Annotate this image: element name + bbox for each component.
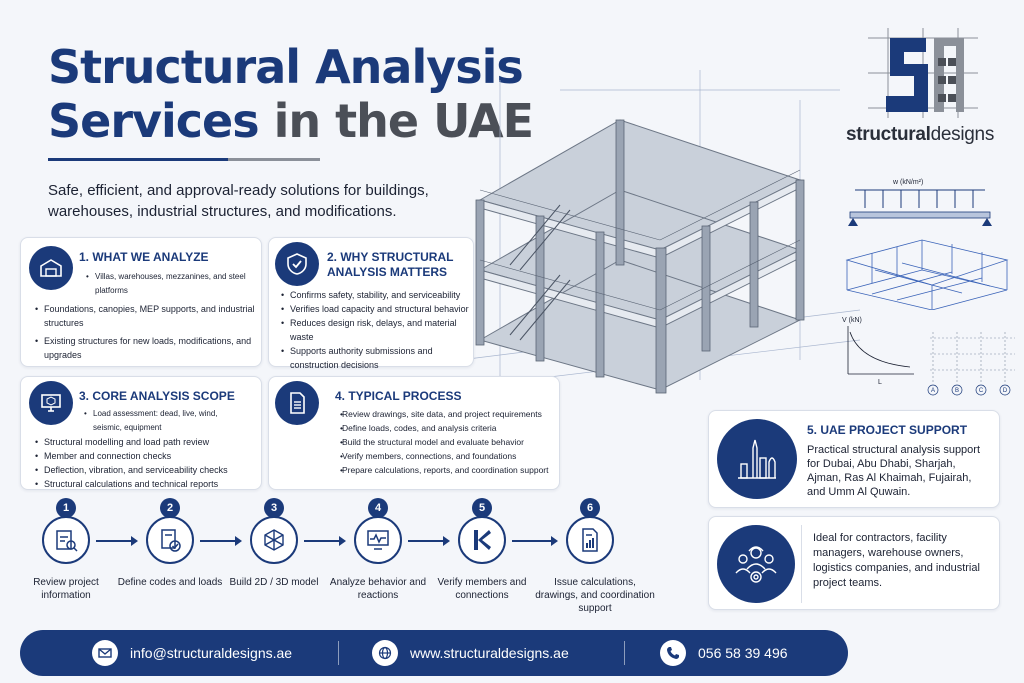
phone-icon: [660, 640, 686, 666]
list-item: • Load assessment: dead, live, wind, seismic, equipment: [77, 407, 227, 435]
contact-footer: [20, 630, 848, 676]
card-what-we-analyze: [20, 237, 262, 367]
code-book-icon: [157, 527, 183, 553]
card-6-divider: [801, 525, 802, 603]
monitor-graph-icon: [365, 527, 391, 553]
building-illustration: [440, 60, 860, 400]
document-icon: [275, 381, 319, 425]
cube-model-icon: [261, 527, 287, 553]
step-arrow: [408, 540, 448, 542]
card-1-list: [35, 270, 257, 362]
step-1-circle: [42, 516, 90, 564]
logo-text-b: designs: [930, 124, 995, 145]
title-line-1: Structural Analysis: [48, 40, 523, 94]
card-ideal-for: [708, 516, 1000, 610]
card-why-matters: [268, 237, 474, 370]
clipboard-search-icon: [53, 527, 79, 553]
grid-axes-diagram: [925, 328, 1017, 398]
card-1-title: 1. WHAT WE ANALYZE: [79, 250, 209, 264]
axis-d: D: [1002, 388, 1008, 394]
process-flow: [0, 496, 700, 626]
step-2-number: 2: [160, 498, 180, 518]
skyline-icon: [717, 419, 797, 499]
step-3-label: Build 2D / 3D model: [229, 577, 319, 588]
shield-check-icon: [275, 242, 319, 286]
card-core-scope: [20, 376, 262, 490]
shear-graph: [840, 312, 920, 387]
card-6-text: Ideal for contractors, facility managers, warehouse owners, logistics companies, and industrial project teams.: [813, 532, 980, 589]
list-item: • Review drawings, site data, and project requirements: [333, 407, 557, 421]
subtitle: Safe, efficient, and approval-ready solutions for buildings, warehouses, industrial structures, and modifications.: [48, 182, 429, 220]
step-5-circle: [458, 516, 506, 564]
step-4-circle: [354, 516, 402, 564]
list-item: • Structural calculations and technical reports: [35, 477, 259, 491]
list-item: • Prepare calculations, reports, and coordination support: [333, 463, 557, 477]
mail-icon: [92, 640, 118, 666]
l-label: L: [878, 379, 882, 386]
step-5-label: Verify members and connections: [437, 577, 527, 601]
step-6-label: Issue calculations, drawings, and coordination support: [535, 577, 655, 614]
footer-separator: [338, 641, 339, 665]
axis-c: C: [978, 388, 984, 394]
report-chart-icon: [577, 527, 603, 553]
logo-text-a: structural: [845, 124, 931, 145]
card-4-title: 4. TYPICAL PROCESS: [335, 389, 462, 403]
step-4-number: 4: [368, 498, 388, 518]
card-4-list: [333, 407, 557, 477]
list-item: • Member and connection checks: [35, 449, 259, 463]
card-3-list: [35, 407, 259, 491]
step-3-circle: [250, 516, 298, 564]
step-arrow: [512, 540, 556, 542]
list-item: • Confirms safety, stability, and serviceability: [281, 288, 471, 302]
step-arrow: [200, 540, 240, 542]
email-text[interactable]: info@structuraldesigns.ae: [130, 645, 293, 661]
step-arrow: [304, 540, 344, 542]
step-6-circle: [566, 516, 614, 564]
footer-website[interactable]: [372, 630, 569, 676]
title-line-2-a: Services: [48, 94, 259, 148]
step-arrow: [96, 540, 136, 542]
card-5-title: 5. UAE PROJECT SUPPORT: [807, 423, 968, 437]
step-5-number: 5: [472, 498, 492, 518]
footer-email[interactable]: [92, 630, 292, 676]
card-2-title-line-1: 2. WHY STRUCTURAL: [327, 250, 454, 264]
phone-text[interactable]: 056 58 39 496: [698, 645, 788, 661]
list-item: • Villas, warehouses, mezzanines, and steel platforms: [79, 270, 257, 298]
card-typical-process: [268, 376, 560, 490]
card-5-text: Practical structural analysis support for Dubai, Abu Dhabi, Sharjah, Ajman, Ras Al Khaimah, Fujairah, and Umm Al Quwain.: [807, 444, 981, 498]
connection-icon: [469, 527, 495, 553]
footer-phone[interactable]: [660, 630, 788, 676]
list-item: • Supports authority submissions and construction decisions: [281, 344, 471, 372]
step-3-number: 3: [264, 498, 284, 518]
step-6-number: 6: [580, 498, 600, 518]
website-text[interactable]: www.structuraldesigns.ae: [410, 645, 569, 661]
card-2-title-line-2: ANALYSIS MATTERS: [327, 265, 448, 279]
title-line-2-b: in the UAE: [273, 94, 534, 148]
list-item: • Verify members, connections, and foundations: [333, 449, 557, 463]
list-item: • Existing structures for new loads, modifications, and upgrades: [35, 334, 257, 362]
card-2-title: [327, 250, 453, 280]
step-2-circle: [146, 516, 194, 564]
load-label: w (kN/m²): [893, 179, 924, 186]
card-uae-support: [708, 410, 1000, 508]
logo-mark: [868, 28, 978, 118]
list-item: • Structural modelling and load path review: [35, 435, 259, 449]
list-item: • Build the structural model and evaluate behavior: [333, 435, 557, 449]
v-label: V (kN): [842, 317, 862, 324]
list-item: • Deflection, vibration, and serviceability checks: [35, 463, 259, 477]
list-item: • Foundations, canopies, MEP supports, and industrial structures: [35, 302, 257, 330]
3d-frame-model: [842, 230, 1012, 310]
title-rule-blue: [48, 158, 228, 161]
card-3-title: 3. CORE ANALYSIS SCOPE: [79, 389, 235, 403]
list-item: • Reduces design risk, delays, and material waste: [281, 316, 471, 344]
card-2-list: [281, 288, 471, 372]
load-beam-diagram: [845, 176, 995, 236]
globe-icon: [372, 640, 398, 666]
title-rule-grey: [228, 158, 320, 161]
step-1-number: 1: [56, 498, 76, 518]
team-icon: [717, 525, 795, 603]
axis-a: A: [930, 388, 936, 394]
step-1-label: Review project information: [33, 577, 99, 601]
list-item: • Verifies load capacity and structural behavior: [281, 302, 471, 316]
step-4-label: Analyze behavior and reactions: [329, 577, 427, 601]
step-2-label: Define codes and loads: [117, 577, 223, 588]
list-item: • Define loads, codes, and analysis criteria: [333, 421, 557, 435]
footer-separator: [624, 641, 625, 665]
axis-b: B: [954, 388, 960, 394]
